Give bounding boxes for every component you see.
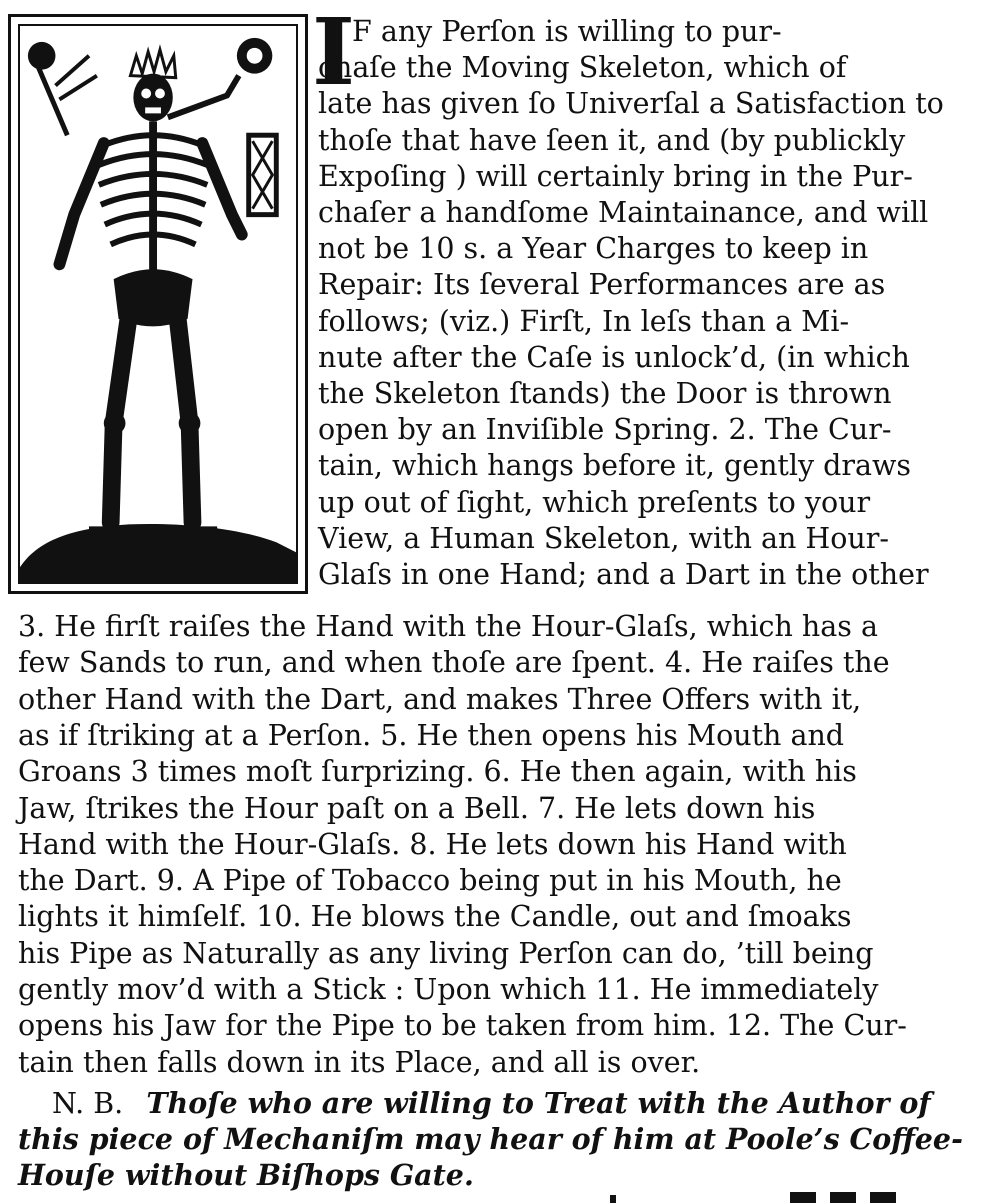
text-line: F any Perſon is willing to pur- — [352, 15, 782, 48]
text-line: thoſe that have ſeen it, and (by publickly — [318, 123, 906, 157]
next-advert-fragment — [230, 1186, 930, 1203]
text-line: Jaw, ſtrikes the Hour paſt on a Bell. 7. He lets down his — [18, 791, 816, 825]
text-line: tain, which hangs before it, gently draws — [318, 449, 912, 483]
skeleton-woodcut-icon — [8, 14, 308, 594]
text-line: lights it himſelf. 10. He blows the Candle, out and ſmoaks — [18, 900, 852, 934]
text-line: as if ſtriking at a Perſon. 5. He then opens his Mouth and — [18, 718, 845, 752]
text-line: nute after the Caſe is unlock’d, (in which — [318, 340, 910, 374]
text-line: View, a Human Skeleton, with an Hour- — [318, 521, 890, 555]
text-line: 3. He firſt raiſes the Hand with the Hour-Glaſs, which has a — [18, 610, 878, 643]
text-line: gently mov’d with a Stick : Upon which 11. He immediately — [18, 973, 879, 1006]
text-line: Glaſs in one Hand; and a Dart in the other — [318, 558, 929, 591]
text-line: other Hand with the Dart, and makes Three Offers with it, — [18, 682, 862, 716]
text-line: Expoſing ) will certainly bring in the Pur- — [318, 159, 913, 193]
skeleton-figure — [20, 26, 296, 582]
text-line: few Sands to run, and when thoſe are ſpent. 4. He raiſes the — [18, 646, 890, 680]
text-line: Repair: Its ſeveral Performances are as — [318, 268, 886, 302]
text-line: not be 10 s. a Year Charges to keep in — [318, 232, 869, 266]
text-line: open by an Inviſible Spring. 2. The Cur- — [318, 413, 892, 447]
text-line: the Skeleton ſtands) the Door is thrown — [318, 377, 892, 410]
text-line: Hand with the Hour-Glaſs. 8. He lets down his Hand with — [18, 827, 847, 861]
text-line: chaſer a handſome Maintainance, and will — [318, 196, 929, 229]
text-line: late has given ſo Univerſal a Satisfaction to — [318, 87, 944, 121]
note-prefix: N. B. — [52, 1087, 124, 1120]
text-line: follows; (viz.) Firſt, In leſs than a Mi- — [318, 304, 850, 338]
text-line: tain then falls down in its Place, and all is over. — [18, 1045, 701, 1079]
text-line: Groans 3 times moſt ſurprizing. 6. He then again, with his — [18, 755, 857, 789]
drop-cap: I — [312, 0, 356, 106]
note-line-2: this piece of Mechaniſm may hear of him at Poole’s Coffee- — [18, 1122, 963, 1156]
note-line-3: Houſe without Biſhops Gate. — [18, 1158, 474, 1192]
text-line: chaſe the Moving Skeleton, which of — [318, 51, 847, 85]
note-text-1: Thoſe who are willing to Treat with the Author of — [146, 1086, 931, 1120]
text-line: his Pipe as Naturally as any living Perſon can do, ’till being — [18, 936, 874, 970]
note-line-1 — [52, 1085, 931, 1121]
text-line: up out of ſight, which preſents to your — [318, 485, 871, 519]
text-line: opens his Jaw for the Pipe to be taken from him. 12. The Cur- — [18, 1009, 907, 1043]
text-line: the Dart. 9. A Pipe of Tobacco being put in his Mouth, he — [18, 864, 842, 898]
